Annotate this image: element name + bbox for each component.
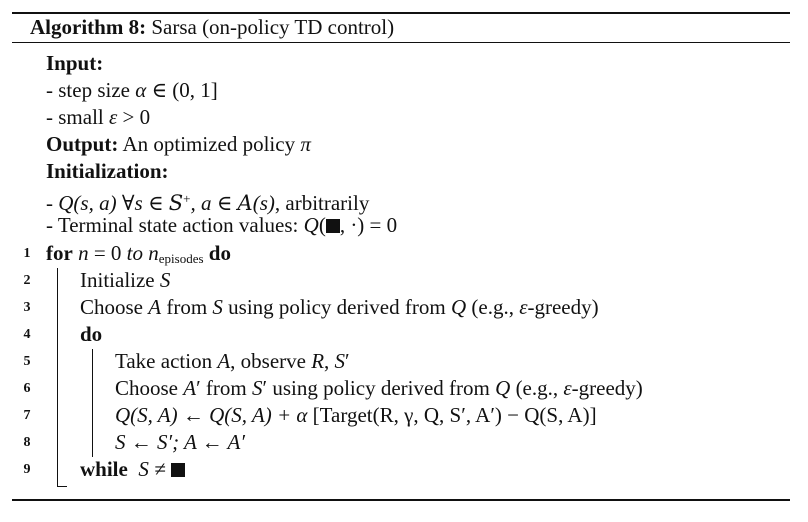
line-choose-a: Choose A from S using policy derived from Q (e.g., ε-greedy): [80, 295, 599, 319]
terminal-square-symbol: [326, 219, 340, 233]
line-number-4: 4: [23, 327, 31, 342]
algorithm-label: Algorithm 8:: [30, 15, 147, 39]
algorithm-caption: [30, 13, 394, 42]
line-number-2: 2: [23, 273, 31, 288]
caption-rule: [12, 42, 790, 43]
input-heading: Input:: [46, 51, 104, 75]
input-step-size: - step size α ∈ (0, 1]: [46, 78, 218, 102]
line-number-7: 7: [23, 408, 31, 423]
line-number-9: 9: [23, 462, 31, 477]
init-terminal-line: - Terminal state action values: Q( , ·) = 0: [46, 213, 398, 237]
while-condition: while S ≠: [80, 456, 185, 483]
line-choose-a-prime: Choose A′ from S′ using policy derived from Q (e.g., ε-greedy): [115, 376, 643, 400]
line-take-action: Take action A, observe R, S′: [115, 349, 350, 373]
terminal-square-symbol: [171, 463, 185, 477]
line-state-update: S ← S′; A ← A′: [115, 430, 245, 454]
line-number-3: 3: [23, 300, 31, 315]
initialization-heading: Initialization:: [46, 159, 169, 183]
line-initialize: Initialize S: [80, 268, 171, 292]
line-q-update: Q(S, A) ← Q(S, A) + α [Target(R, γ, Q, S′, A′) − Q(S, A)]: [115, 403, 597, 427]
bottom-rule: [12, 499, 790, 501]
for-loop-header: for n = 0 to $n_{episodes}$ do: [46, 241, 231, 266]
line-number-5: 5: [23, 354, 31, 369]
input-epsilon: - small ε > 0: [46, 105, 151, 129]
for-block-end: [57, 486, 67, 487]
for-block-bar: [57, 268, 58, 486]
output-line: Output: An optimized policy π: [46, 132, 311, 156]
do-block-bar: [92, 349, 93, 457]
line-number-8: 8: [23, 435, 31, 450]
do-keyword: do: [80, 322, 103, 346]
line-number-1: 1: [23, 246, 31, 261]
line-number-6: 6: [23, 381, 31, 396]
init-q-line: - Q(s, a) ∀s ∈ S+, a ∈ A(s), arbitrarily: [46, 191, 370, 215]
algorithm-title: Sarsa (on-policy TD control): [151, 15, 395, 39]
